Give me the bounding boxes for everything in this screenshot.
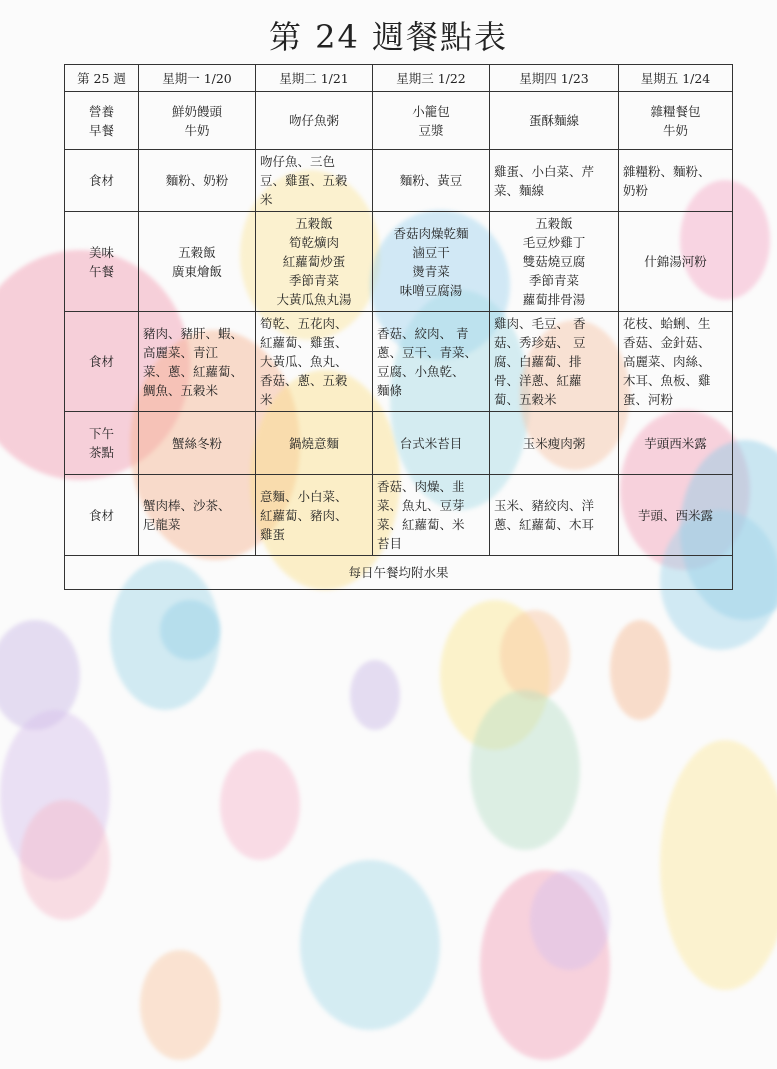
cell-text: 五穀飯 [295,216,333,231]
cell-text: 星期一 1/20 [162,70,232,86]
day-header-5 [619,65,733,92]
cell-text: 菜、紅蘿蔔、米 [377,517,465,532]
cell-text: 早餐 [88,122,114,138]
cell-text: 豆、雞蛋、五穀 [260,173,348,188]
header-row [65,65,733,92]
cell-text: 燙青菜 [412,263,450,279]
menu-cell-day-4 [490,475,619,556]
cell-text: 米 [260,192,273,207]
cell-text: 廣東燴飯 [171,263,222,279]
menu-cell-day-2 [256,475,373,556]
cell-text: 台式米苔目 [399,435,463,451]
cell-text: 牛奶 [184,122,210,138]
menu-cell-day-2 [256,92,373,150]
cell-text: 吻仔魚粥 [288,113,339,128]
cell-text: 芋頭、西米露 [637,507,713,523]
cell-text: 什錦湯河粉 [644,254,707,269]
cell-text: 星期二 1/21 [279,70,349,86]
cell-text: 每日午餐均附水果 [348,565,449,580]
menu-cell-day-5 [619,92,733,150]
cell-text: 雞肉、毛豆、 香 [494,316,586,331]
breakfast-ingredients-row [65,150,733,212]
menu-cell-day-2 [256,312,373,412]
cell-text: 鯛魚、五穀米 [143,382,219,398]
cell-text: 花枝、蛤蜊、生 [623,316,711,331]
cell-text: 麵粉、黃豆 [399,173,463,188]
cell-text: 吻仔魚、三色 [260,154,336,169]
cell-text: 第 25 週 [77,70,126,86]
cell-text: 蟹肉棒、沙茶、 [143,498,231,513]
cell-text: 雜糧粉、麵粉、 [623,163,711,179]
cell-text: 麵條 [377,382,403,398]
row-label [65,150,139,212]
menu-cell-day-2 [256,212,373,312]
cell-text: 香菇、蔥、五穀 [260,373,348,388]
cell-text: 香菇、金針菇、 [623,335,711,350]
menu-cell-day-5 [619,150,733,212]
cell-text: 午餐 [88,263,114,279]
cell-text: 小籠包 [412,103,450,119]
cell-text: 雜糧餐包 [650,103,701,119]
cell-text: 下午 [88,426,114,441]
cell-text: 雙菇燒豆腐 [522,254,586,269]
cell-text: 雞蛋、小白菜、芹 [494,163,595,179]
cell-text: 木耳、魚板、雞 [623,373,711,388]
cell-text: 大黃瓜魚丸湯 [276,292,352,307]
menu-cell-day-3 [373,312,490,412]
cell-text: 筍乾爌肉 [288,235,339,250]
menu-cell-day-2 [256,412,373,475]
menu-cell-day-3 [373,475,490,556]
cell-text: 香菇、絞肉、 青 [377,325,469,341]
cell-text: 高麗菜、青江 [143,344,219,360]
cell-text: 蟹絲冬粉 [171,435,222,451]
menu-cell-day-3 [373,412,490,475]
cell-text: 牛奶 [662,122,688,138]
menu-cell-day-1 [139,92,256,150]
cell-text: 意麵、小白菜、 [260,488,348,504]
cell-text: 蔥、紅蘿蔔、木耳 [494,517,595,532]
cell-text: 紅蘿蔔、雞蛋、 [260,335,348,350]
cell-text: 筍乾、五花肉、 [260,316,348,331]
cell-text: 味噌豆腐湯 [399,282,463,298]
cell-text: 菜、蔥、紅蘿蔔、 [143,363,244,379]
menu-cell-day-3 [373,212,490,312]
cell-text: 蛋酥麵線 [528,113,579,128]
menu-cell-day-3 [373,92,490,150]
cell-text: 鮮奶饅頭 [171,103,222,119]
breakfast-row [65,92,733,150]
cell-text: 苔目 [377,536,403,551]
cell-text: 五穀飯 [178,244,216,260]
lunch-row [65,212,733,312]
menu-cell-day-4 [490,92,619,150]
row-label [65,412,139,475]
cell-text: 星期三 1/22 [396,70,466,86]
page-title: 第 24 週餐點表 [268,18,509,56]
cell-text: 高麗菜、肉絲、 [623,354,711,369]
cell-text: 毛豆炒雞丁 [522,235,586,250]
cell-text: 蔥、豆干、青菜、 [377,344,478,360]
menu-cell-day-5 [619,412,733,475]
cell-text: 星期五 1/24 [640,70,711,86]
cell-text: 紅蘿蔔炒蛋 [282,254,346,269]
menu-cell-day-4 [490,312,619,412]
menu-cell-day-1 [139,150,256,212]
cell-text: 芋頭西米露 [644,435,707,451]
cell-text: 菜、麵線 [494,182,545,198]
cell-text: 茶點 [88,445,114,460]
snack-row [65,412,733,475]
cell-text: 蘿蔔排骨湯 [522,292,586,307]
cell-text: 星期四 1/23 [519,70,589,86]
cell-text: 腐、白蘿蔔、排 [494,354,582,369]
cell-text: 玉米瘦肉粥 [522,435,586,451]
snack-ingredients-row [65,475,733,556]
cell-text: 尼龍菜 [143,517,181,532]
cell-text: 玉米、豬絞肉、洋 [494,498,595,513]
cell-text: 營養 [88,103,114,119]
footer-row [65,556,733,590]
menu-cell-day-5 [619,475,733,556]
menu-cell-day-4 [490,412,619,475]
day-header-1 [139,65,256,92]
menu-cell-day-3 [373,150,490,212]
menu-cell-day-5 [619,212,733,312]
footer-note [65,556,733,590]
menu-cell-day-1 [139,312,256,412]
meal-menu-table [64,64,733,590]
row-label [65,475,139,556]
cell-text: 美味 [88,244,114,260]
day-header-4 [490,65,619,92]
cell-text: 雞蛋 [260,526,286,542]
cell-text: 奶粉 [623,182,649,198]
cell-text: 鍋燒意麵 [288,435,339,451]
menu-cell-day-1 [139,212,256,312]
row-label [65,92,139,150]
cell-text: 骨、洋蔥、紅蘿 [494,373,582,388]
cell-text: 季節青菜 [528,273,579,288]
week-label [65,65,139,92]
cell-text: 菇、秀珍菇、 豆 [494,335,586,350]
cell-text: 蛋、河粉 [623,392,674,407]
cell-text: 食材 [88,507,114,523]
cell-text: 香菇肉燥乾麵 [393,225,469,241]
menu-cell-day-1 [139,475,256,556]
row-label [65,312,139,412]
cell-text: 滷豆干 [412,244,450,260]
menu-cell-day-5 [619,312,733,412]
cell-text: 五穀飯 [535,216,573,231]
cell-text: 豬肉、豬肝、蝦、 [143,325,244,341]
lunch-ingredients-row [65,312,733,412]
cell-text: 大黃瓜、魚丸、 [260,354,348,369]
day-header-2 [256,65,373,92]
cell-text: 香菇、肉燥、韭 [377,479,465,494]
cell-text: 蔔、五穀米 [494,392,557,407]
cell-text: 食材 [88,354,114,369]
cell-text: 麵粉、奶粉 [165,173,229,188]
day-header-3 [373,65,490,92]
row-label [65,212,139,312]
cell-text: 季節青菜 [288,273,339,288]
menu-cell-day-1 [139,412,256,475]
menu-cell-day-4 [490,212,619,312]
cell-text: 米 [260,392,273,407]
cell-text: 食材 [88,173,114,188]
cell-text: 菜、魚丸、豆芽 [377,498,465,513]
cell-text: 豆漿 [418,122,444,138]
cell-text: 紅蘿蔔、豬肉、 [260,507,348,523]
menu-cell-day-2 [256,150,373,212]
cell-text: 豆腐、小魚乾、 [377,363,465,379]
menu-cell-day-4 [490,150,619,212]
